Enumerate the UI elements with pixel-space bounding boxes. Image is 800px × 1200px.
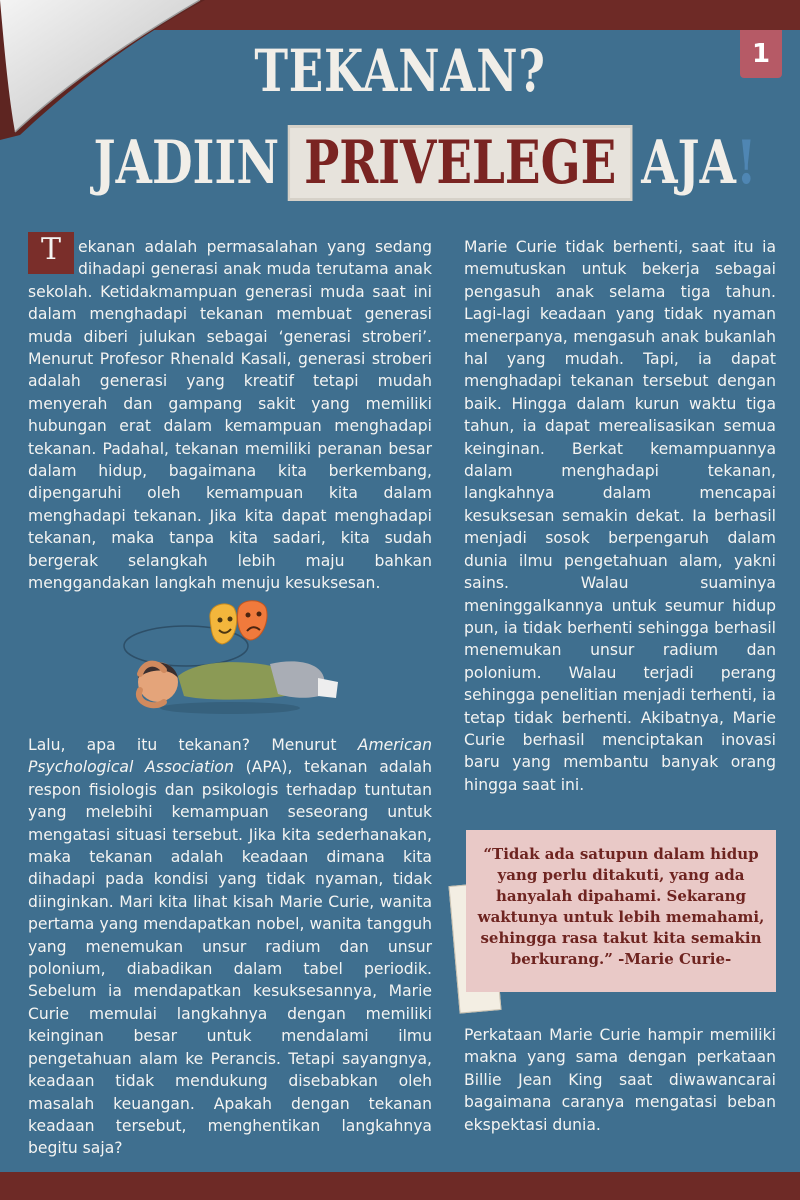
left-para2-before: Lalu, apa itu tekanan? Menurut [28,736,358,754]
dropcap: T [28,232,74,274]
headline-line-1: TEKANAN? [254,37,546,105]
headline-word-jadiin: JADIIN [93,128,280,198]
right-para2-text: Perkataan Marie Curie hampir memiliki makna yang sama dengan perkataan Billie Jean King saat diwawancarai bagaimana caranya mengatasi beban ekspektasi dunia. [464,1026,776,1134]
left-para2-after: (APA), tekanan adalah respon fisiologis dan psikologis terhadap tuntutan yang melebihi kemampuan seseorang untuk mengatasi situasi tersebut. Jika kita sederhanakan, maka tekanan adalah keadaan dimana kita dihadapi pada kondisi yang tidak nyaman, tidak diinginkan. Mari kita lihat kisah Marie Curie, wanita pertama yang mendapatkan nobel, wanita tangguh yang menemukan unsur radium dan unsur polonium, diabadikan dalam tabel periodik. Sebelum ia mendapatkan kesuksesannya, Marie Curie memulai langkahnya dengan memiliki keinginan besar untuk mendalami ilmu pengetahuan alam ke Perancis. Tetapi sayangnya, keadaan tidak mendukung disebabkan oleh masalah keuangan. Apakah dengan tekanan keadaan tersebut, menghentikan langkahnya begitu saja? [28,758,432,1158]
right-column-paragraph-2 [464,1024,776,1136]
headline-word-aja: AJA [641,128,736,198]
headline-highlight-privelege: PRIVELEGE [290,128,630,198]
marie-curie-quote: “Tidak ada satupun dalam hidup yang perlu ditakuti, yang ada hanyalah dipahami. Sekarang waktunya untuk lebih memahami, sehingga rasa takut kita semakin berkurang.” -Marie Curie- [466,830,776,992]
drama-masks-icon [124,601,267,666]
headline-line-2 [0,128,800,198]
right-column-paragraph-1 [464,236,776,796]
left-column-paragraph-2 [28,734,432,1160]
quote-block [452,830,784,1010]
left-column-paragraph-1 [28,232,432,595]
bottom-border [0,1172,800,1200]
left-para2-italic: American Psychological Association [28,736,432,777]
left-para1-text: ekanan adalah permasalahan yang sedang dihadapi generasi anak muda terutama anak sekolah. Ketidakmampuan generasi muda saat ini dalam menghadapi tekanan membuat generasi muda diberi julukan sebagai ‘generasi stroberi’. Menurut Profesor Rhenald Kasali, generasi stroberi adalah generasi yang kreatif tetapi mudah menyerah dan gampang sakit yang memiliki hubungan erat dalam kemampuan menghadapi tekanan. Padahal, tekanan memiliki peranan besar dalam hidup, bagaimana kita berkembang, dipengaruhi oleh kemampuan kita dalam menghadapi tekanan. Jika kita dapat menghadapi tekanan, maka tanpa kita sadari, kita sudah bergerak selangkah lebih maju bahkan menggandakan langkah menuju kesuksesan. [28,238,432,593]
page-number-badge: 1 [740,30,782,78]
right-para1-text: Marie Curie tidak berhenti, saat itu ia memutuskan untuk bekerja sebagai pengasuh anak selama tiga tahun. Lagi-lagi keadaan yang tidak nyaman menerpanya, mengasuh anak bukanlah hal yang mudah. Tapi, ia dapat menghadapi tekanan tersebut dengan baik. Hingga dalam kurun waktu tiga tahun, ia dapat merealisasikan semua keinginan. Berkat kemampuannya dalam menghadapi tekanan, langkahnya dalam mencapai kesuksesan semakin dekat. Ia berhasil menjadi sosok berpengaruh dalam dunia ilmu pengetahuan alam, yakni sains. Walau suaminya meninggalkannya untuk seumur hidup pun, ia tidak berhenti sehingga berhasil menemukan unsur radium dan polonium. Walau terjadi perang sehingga penelitian menjadi terhenti, ia tetap tidak berhenti. Akibatnya, Marie Curie berhasil menciptakan inovasi baru yang membantu banyak orang hingga saat ini. [464,238,776,794]
lying-person-illustration [120,598,340,722]
headline-exclamation: ! [735,128,757,198]
